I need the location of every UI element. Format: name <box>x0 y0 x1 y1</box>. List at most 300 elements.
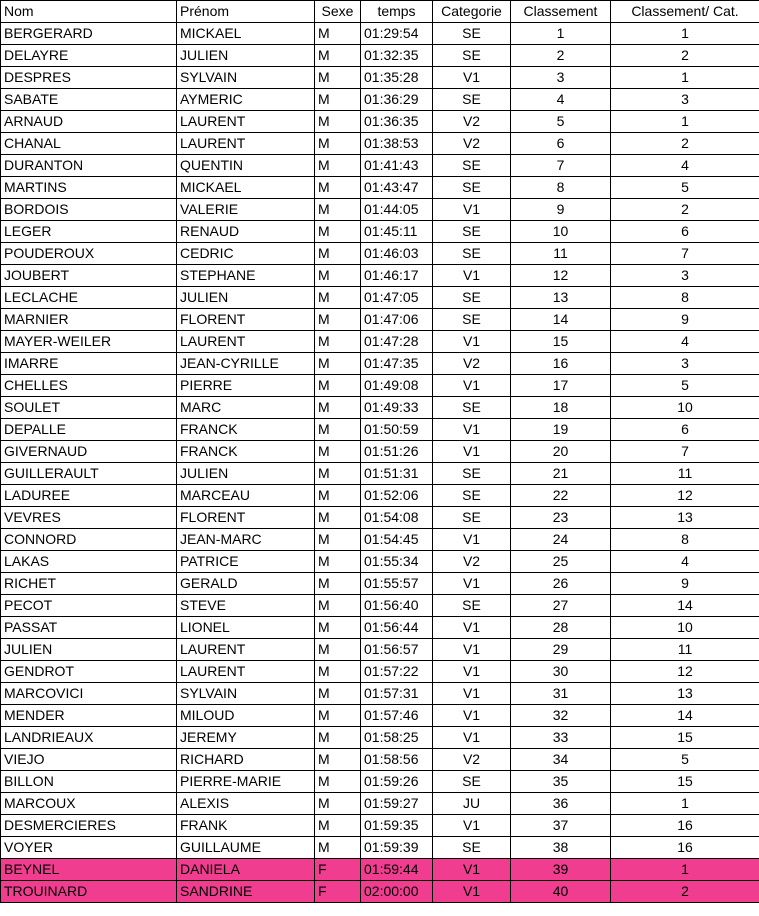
prenom-cell: STEPHANE <box>177 265 315 287</box>
classement-cat-cell: 6 <box>611 419 759 441</box>
classement-cell: 7 <box>511 155 611 177</box>
table-row <box>1 551 759 573</box>
table-row <box>1 177 759 199</box>
table-row <box>1 89 759 111</box>
nom-cell: MAYER-WEILER <box>1 331 177 353</box>
classement-cat-cell: 10 <box>611 617 759 639</box>
temps-cell: 01:56:40 <box>361 595 433 617</box>
classement-cat-cell: 13 <box>611 683 759 705</box>
classement-cat-cell: 7 <box>611 243 759 265</box>
categorie-cell: SE <box>433 155 511 177</box>
table-row <box>1 265 759 287</box>
temps-cell: 01:38:53 <box>361 133 433 155</box>
table-row <box>1 749 759 771</box>
table-row <box>1 243 759 265</box>
prenom-cell: MICKAEL <box>177 177 315 199</box>
table-row <box>1 441 759 463</box>
nom-cell: DELAYRE <box>1 45 177 67</box>
nom-cell: LANDRIEAUX <box>1 727 177 749</box>
classement-cell: 21 <box>511 463 611 485</box>
sexe-cell: M <box>315 551 361 573</box>
classement-cell: 5 <box>511 111 611 133</box>
classement-cat-cell: 7 <box>611 441 759 463</box>
temps-cell: 01:52:06 <box>361 485 433 507</box>
classement-cell: 4 <box>511 89 611 111</box>
nom-cell: MARCOVICI <box>1 683 177 705</box>
header-prenom: Prénom <box>177 1 315 23</box>
classement-cell: 32 <box>511 705 611 727</box>
nom-cell: MENDER <box>1 705 177 727</box>
prenom-cell: SYLVAIN <box>177 683 315 705</box>
categorie-cell: V1 <box>433 573 511 595</box>
categorie-cell: V1 <box>433 727 511 749</box>
categorie-cell: V1 <box>433 661 511 683</box>
classement-cat-cell: 9 <box>611 309 759 331</box>
prenom-cell: LAURENT <box>177 111 315 133</box>
sexe-cell: M <box>315 815 361 837</box>
categorie-cell: V1 <box>433 199 511 221</box>
nom-cell: LAKAS <box>1 551 177 573</box>
categorie-cell: SE <box>433 309 511 331</box>
categorie-cell: SE <box>433 45 511 67</box>
classement-cat-cell: 14 <box>611 595 759 617</box>
classement-cat-cell: 5 <box>611 749 759 771</box>
temps-cell: 01:29:54 <box>361 23 433 45</box>
sexe-cell: M <box>315 155 361 177</box>
table-row <box>1 859 759 881</box>
table-row <box>1 573 759 595</box>
classement-cell: 16 <box>511 353 611 375</box>
table-row <box>1 133 759 155</box>
classement-cat-cell: 12 <box>611 485 759 507</box>
classement-cell: 36 <box>511 793 611 815</box>
classement-cell: 2 <box>511 45 611 67</box>
header-sexe: Sexe <box>315 1 361 23</box>
table-row <box>1 419 759 441</box>
classement-cat-cell: 11 <box>611 639 759 661</box>
classement-cat-cell: 16 <box>611 837 759 859</box>
categorie-cell: V1 <box>433 265 511 287</box>
header-nom: Nom <box>1 1 177 23</box>
sexe-cell: M <box>315 595 361 617</box>
sexe-cell: M <box>315 683 361 705</box>
nom-cell: RICHET <box>1 573 177 595</box>
categorie-cell: V1 <box>433 815 511 837</box>
prenom-cell: JULIEN <box>177 45 315 67</box>
temps-cell: 01:46:17 <box>361 265 433 287</box>
categorie-cell: V2 <box>433 133 511 155</box>
nom-cell: GENDROT <box>1 661 177 683</box>
temps-cell: 01:56:44 <box>361 617 433 639</box>
classement-cell: 38 <box>511 837 611 859</box>
temps-cell: 01:51:31 <box>361 463 433 485</box>
prenom-cell: CEDRIC <box>177 243 315 265</box>
prenom-cell: JEAN-MARC <box>177 529 315 551</box>
nom-cell: LECLACHE <box>1 287 177 309</box>
classement-cell: 30 <box>511 661 611 683</box>
nom-cell: GIVERNAUD <box>1 441 177 463</box>
sexe-cell: M <box>315 837 361 859</box>
classement-cat-cell: 9 <box>611 573 759 595</box>
classement-cat-cell: 4 <box>611 155 759 177</box>
classement-cell: 24 <box>511 529 611 551</box>
temps-cell: 01:41:43 <box>361 155 433 177</box>
classement-cell: 1 <box>511 23 611 45</box>
classement-cell: 12 <box>511 265 611 287</box>
sexe-cell: M <box>315 67 361 89</box>
categorie-cell: V2 <box>433 353 511 375</box>
temps-cell: 01:59:26 <box>361 771 433 793</box>
sexe-cell: M <box>315 45 361 67</box>
nom-cell: VOYER <box>1 837 177 859</box>
classement-cat-cell: 3 <box>611 89 759 111</box>
header-categorie: Categorie <box>433 1 511 23</box>
table-row <box>1 155 759 177</box>
categorie-cell: V1 <box>433 881 511 903</box>
sexe-cell: M <box>315 485 361 507</box>
prenom-cell: MARCEAU <box>177 485 315 507</box>
temps-cell: 01:57:31 <box>361 683 433 705</box>
prenom-cell: QUENTIN <box>177 155 315 177</box>
nom-cell: MARCOUX <box>1 793 177 815</box>
nom-cell: TROUINARD <box>1 881 177 903</box>
nom-cell: SABATE <box>1 89 177 111</box>
table-row <box>1 67 759 89</box>
temps-cell: 01:36:35 <box>361 111 433 133</box>
classement-cell: 10 <box>511 221 611 243</box>
prenom-cell: JEAN-CYRILLE <box>177 353 315 375</box>
table-row <box>1 287 759 309</box>
header-temps: temps <box>361 1 433 23</box>
classement-cell: 17 <box>511 375 611 397</box>
temps-cell: 01:51:26 <box>361 441 433 463</box>
classement-cat-cell: 1 <box>611 111 759 133</box>
prenom-cell: AYMERIC <box>177 89 315 111</box>
categorie-cell: JU <box>433 793 511 815</box>
classement-cat-cell: 1 <box>611 793 759 815</box>
nom-cell: POUDEROUX <box>1 243 177 265</box>
sexe-cell: F <box>315 859 361 881</box>
nom-cell: VEVRES <box>1 507 177 529</box>
temps-cell: 01:59:27 <box>361 793 433 815</box>
table-row <box>1 375 759 397</box>
nom-cell: PECOT <box>1 595 177 617</box>
classement-cell: 8 <box>511 177 611 199</box>
sexe-cell: M <box>315 265 361 287</box>
table-row <box>1 661 759 683</box>
classement-cell: 15 <box>511 331 611 353</box>
temps-cell: 01:58:56 <box>361 749 433 771</box>
classement-cell: 6 <box>511 133 611 155</box>
temps-cell: 01:57:46 <box>361 705 433 727</box>
temps-cell: 01:49:08 <box>361 375 433 397</box>
temps-cell: 01:44:05 <box>361 199 433 221</box>
nom-cell: VIEJO <box>1 749 177 771</box>
nom-cell: LADUREE <box>1 485 177 507</box>
categorie-cell: V1 <box>433 639 511 661</box>
categorie-cell: V2 <box>433 749 511 771</box>
categorie-cell: SE <box>433 595 511 617</box>
table-row <box>1 23 759 45</box>
classement-cell: 33 <box>511 727 611 749</box>
table-row <box>1 815 759 837</box>
temps-cell: 01:59:44 <box>361 859 433 881</box>
nom-cell: CHELLES <box>1 375 177 397</box>
prenom-cell: LAURENT <box>177 331 315 353</box>
temps-cell: 01:49:33 <box>361 397 433 419</box>
table-row <box>1 353 759 375</box>
prenom-cell: LIONEL <box>177 617 315 639</box>
categorie-cell: V1 <box>433 859 511 881</box>
table-row <box>1 881 759 903</box>
classement-cell: 14 <box>511 309 611 331</box>
prenom-cell: STEVE <box>177 595 315 617</box>
categorie-cell: SE <box>433 485 511 507</box>
temps-cell: 01:35:28 <box>361 67 433 89</box>
temps-cell: 01:58:25 <box>361 727 433 749</box>
classement-cell: 34 <box>511 749 611 771</box>
sexe-cell: M <box>315 441 361 463</box>
categorie-cell: SE <box>433 397 511 419</box>
table-row <box>1 595 759 617</box>
sexe-cell: M <box>315 397 361 419</box>
categorie-cell: V1 <box>433 683 511 705</box>
classement-cat-cell: 2 <box>611 199 759 221</box>
classement-cell: 27 <box>511 595 611 617</box>
nom-cell: IMARRE <box>1 353 177 375</box>
prenom-cell: RENAUD <box>177 221 315 243</box>
classement-cell: 9 <box>511 199 611 221</box>
sexe-cell: M <box>315 353 361 375</box>
classement-cell: 22 <box>511 485 611 507</box>
classement-cell: 11 <box>511 243 611 265</box>
temps-cell: 01:57:22 <box>361 661 433 683</box>
categorie-cell: V2 <box>433 551 511 573</box>
sexe-cell: M <box>315 287 361 309</box>
table-row <box>1 309 759 331</box>
sexe-cell: M <box>315 573 361 595</box>
temps-cell: 01:36:29 <box>361 89 433 111</box>
table-row <box>1 529 759 551</box>
classement-cat-cell: 4 <box>611 551 759 573</box>
sexe-cell: M <box>315 463 361 485</box>
prenom-cell: MARC <box>177 397 315 419</box>
temps-cell: 01:55:57 <box>361 573 433 595</box>
sexe-cell: M <box>315 749 361 771</box>
classement-cat-cell: 8 <box>611 287 759 309</box>
prenom-cell: MICKAEL <box>177 23 315 45</box>
classement-cell: 26 <box>511 573 611 595</box>
temps-cell: 01:54:45 <box>361 529 433 551</box>
prenom-cell: DANIELA <box>177 859 315 881</box>
categorie-cell: SE <box>433 507 511 529</box>
sexe-cell: M <box>315 23 361 45</box>
classement-cat-cell: 12 <box>611 661 759 683</box>
table-row <box>1 705 759 727</box>
table-row <box>1 199 759 221</box>
temps-cell: 01:43:47 <box>361 177 433 199</box>
categorie-cell: SE <box>433 89 511 111</box>
nom-cell: DEPALLE <box>1 419 177 441</box>
classement-cell: 40 <box>511 881 611 903</box>
classement-cell: 3 <box>511 67 611 89</box>
sexe-cell: M <box>315 243 361 265</box>
classement-cell: 31 <box>511 683 611 705</box>
prenom-cell: LAURENT <box>177 133 315 155</box>
temps-cell: 01:47:06 <box>361 309 433 331</box>
classement-cell: 20 <box>511 441 611 463</box>
categorie-cell: SE <box>433 23 511 45</box>
prenom-cell: VALERIE <box>177 199 315 221</box>
categorie-cell: V1 <box>433 331 511 353</box>
sexe-cell: M <box>315 529 361 551</box>
nom-cell: GUILLERAULT <box>1 463 177 485</box>
classement-cat-cell: 1 <box>611 23 759 45</box>
classement-cell: 25 <box>511 551 611 573</box>
prenom-cell: SANDRINE <box>177 881 315 903</box>
prenom-cell: FLORENT <box>177 309 315 331</box>
table-row <box>1 793 759 815</box>
temps-cell: 01:45:11 <box>361 221 433 243</box>
temps-cell: 01:47:28 <box>361 331 433 353</box>
nom-cell: MARTINS <box>1 177 177 199</box>
classement-cell: 37 <box>511 815 611 837</box>
table-row <box>1 507 759 529</box>
table-row <box>1 463 759 485</box>
sexe-cell: M <box>315 89 361 111</box>
table-row <box>1 683 759 705</box>
prenom-cell: JEREMY <box>177 727 315 749</box>
sexe-cell: M <box>315 705 361 727</box>
sexe-cell: M <box>315 639 361 661</box>
nom-cell: DURANTON <box>1 155 177 177</box>
categorie-cell: V1 <box>433 441 511 463</box>
table-row <box>1 837 759 859</box>
prenom-cell: GERALD <box>177 573 315 595</box>
header-classement: Classement <box>511 1 611 23</box>
prenom-cell: PIERRE-MARIE <box>177 771 315 793</box>
categorie-cell: V1 <box>433 67 511 89</box>
table-row <box>1 617 759 639</box>
categorie-cell: SE <box>433 837 511 859</box>
classement-cell: 29 <box>511 639 611 661</box>
classement-cat-cell: 6 <box>611 221 759 243</box>
categorie-cell: SE <box>433 243 511 265</box>
prenom-cell: ALEXIS <box>177 793 315 815</box>
sexe-cell: M <box>315 309 361 331</box>
categorie-cell: SE <box>433 771 511 793</box>
temps-cell: 01:46:03 <box>361 243 433 265</box>
nom-cell: BILLON <box>1 771 177 793</box>
header-row <box>1 1 759 23</box>
classement-cat-cell: 15 <box>611 771 759 793</box>
prenom-cell: PATRICE <box>177 551 315 573</box>
categorie-cell: V1 <box>433 419 511 441</box>
temps-cell: 01:59:35 <box>361 815 433 837</box>
prenom-cell: FRANK <box>177 815 315 837</box>
nom-cell: BERGERARD <box>1 23 177 45</box>
categorie-cell: SE <box>433 287 511 309</box>
categorie-cell: V1 <box>433 705 511 727</box>
classement-cat-cell: 5 <box>611 375 759 397</box>
sexe-cell: M <box>315 133 361 155</box>
nom-cell: PASSAT <box>1 617 177 639</box>
sexe-cell: M <box>315 199 361 221</box>
temps-cell: 01:59:39 <box>361 837 433 859</box>
sexe-cell: M <box>315 727 361 749</box>
categorie-cell: SE <box>433 177 511 199</box>
sexe-cell: M <box>315 661 361 683</box>
sexe-cell: F <box>315 881 361 903</box>
classement-cell: 18 <box>511 397 611 419</box>
classement-cat-cell: 15 <box>611 727 759 749</box>
classement-cat-cell: 8 <box>611 529 759 551</box>
sexe-cell: M <box>315 617 361 639</box>
classement-cell: 19 <box>511 419 611 441</box>
sexe-cell: M <box>315 375 361 397</box>
nom-cell: SOULET <box>1 397 177 419</box>
prenom-cell: JULIEN <box>177 463 315 485</box>
results-body <box>1 23 759 903</box>
nom-cell: BEYNEL <box>1 859 177 881</box>
sexe-cell: M <box>315 793 361 815</box>
prenom-cell: FRANCK <box>177 441 315 463</box>
categorie-cell: V2 <box>433 111 511 133</box>
classement-cell: 28 <box>511 617 611 639</box>
categorie-cell: SE <box>433 221 511 243</box>
classement-cell: 13 <box>511 287 611 309</box>
categorie-cell: V1 <box>433 617 511 639</box>
classement-cat-cell: 1 <box>611 859 759 881</box>
classement-cat-cell: 5 <box>611 177 759 199</box>
classement-cat-cell: 2 <box>611 45 759 67</box>
table-row <box>1 771 759 793</box>
temps-cell: 01:32:35 <box>361 45 433 67</box>
classement-cat-cell: 2 <box>611 881 759 903</box>
prenom-cell: JULIEN <box>177 287 315 309</box>
table-row <box>1 485 759 507</box>
prenom-cell: GUILLAUME <box>177 837 315 859</box>
table-row <box>1 45 759 67</box>
sexe-cell: M <box>315 111 361 133</box>
nom-cell: DESMERCIERES <box>1 815 177 837</box>
nom-cell: BORDOIS <box>1 199 177 221</box>
temps-cell: 01:47:05 <box>361 287 433 309</box>
sexe-cell: M <box>315 221 361 243</box>
temps-cell: 01:47:35 <box>361 353 433 375</box>
prenom-cell: RICHARD <box>177 749 315 771</box>
temps-cell: 01:56:57 <box>361 639 433 661</box>
temps-cell: 02:00:00 <box>361 881 433 903</box>
prenom-cell: LAURENT <box>177 661 315 683</box>
prenom-cell: PIERRE <box>177 375 315 397</box>
prenom-cell: FRANCK <box>177 419 315 441</box>
sexe-cell: M <box>315 771 361 793</box>
header-classement-cat: Classement/ Cat. <box>611 1 759 23</box>
temps-cell: 01:50:59 <box>361 419 433 441</box>
sexe-cell: M <box>315 177 361 199</box>
sexe-cell: M <box>315 507 361 529</box>
classement-cat-cell: 4 <box>611 331 759 353</box>
nom-cell: JULIEN <box>1 639 177 661</box>
table-row <box>1 727 759 749</box>
table-row <box>1 397 759 419</box>
nom-cell: CONNORD <box>1 529 177 551</box>
classement-cell: 35 <box>511 771 611 793</box>
nom-cell: ARNAUD <box>1 111 177 133</box>
sexe-cell: M <box>315 419 361 441</box>
prenom-cell: LAURENT <box>177 639 315 661</box>
